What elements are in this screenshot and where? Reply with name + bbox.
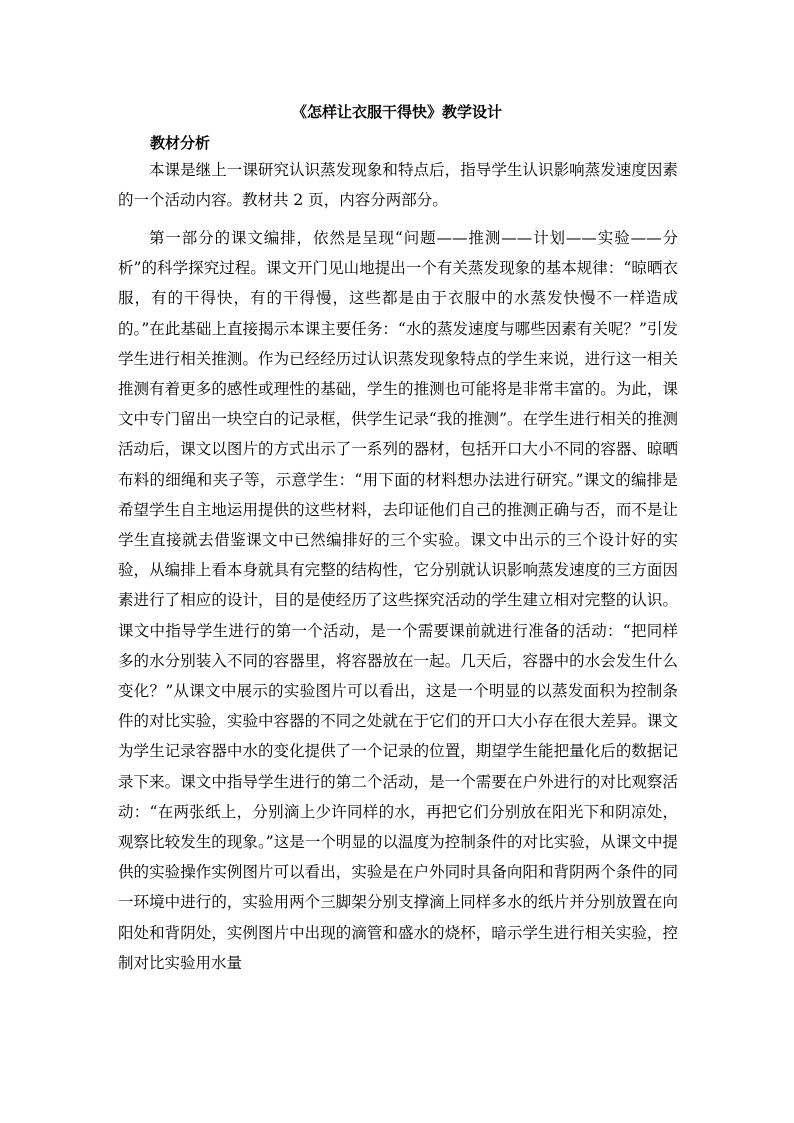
paragraph-intro: 本课是继上一课研究认识蒸发现象和特点后，指导学生认识影响蒸发速度因素的一个活动内容。教材共 2 页，内容分两部分。: [118, 161, 678, 210]
document-title: 《怎样让衣服干得快》教学设计: [291, 103, 502, 121]
paragraph-part-one: 第一部分的课文编排，依然是呈现“问题——推测——计划——实验——分析”的科学探究过程。课文开门见山地提出一个有关蒸发现象的基本规律：“晾晒衣服，有的干得快，有的干得慢，这些都是由于衣服中的水蒸发快慢不一样造成的。”在此基础上直接揭示本课主要任务：“水的蒸发速度与哪些因素有关呢？”引发学生进行相关推测。作为已经经历过认识蒸发现象特点的学生来说，进行这一相关推测有着更多的感性或理性的基础，学生的推测也可能将是非常丰富的。为此，课文中专门留出一块空白的记录框，供学生记录“我的推测”。在学生进行相关的推测活动后，课文以图片的方式出示了一系列的器材，包括开口大小不同的容器、晾晒布料的细绳和夹子等，示意学生：“用下面的材料想办法进行研究。”课文的编排是希望学生自主地运用提供的这些材料，去印证他们自己的推测正确与否，而不是让学生直接就去借鉴课文中已然编排好的三个实验。课文中出示的三个设计好的实验，从编排上看本身就具有完整的结构性，它分别就认识影响蒸发速度的三方面因素进行了相应的设计，目的是使经历了这些探究活动的学生建立相对完整的认识。课文中指导学生进行的第一个活动，是一个需要课前就进行准备的活动：“把同样多的水分别装入不同的容器里，将容器放在一起。几天后，容器中的水会发生什么变化？”从课文中展示的实验图片可以看出，这是一个明显的以蒸发面积为控制条件的对比实验，实验中容器的不同之处就在于它们的开口大小存在很大差异。课文为学生记录容器中水的变化提供了一个记录的位置，期望学生能把量化后的数据记录下来。课文中指导学生进行的第二个活动，是一个需要在户外进行的对比观察活动：“在两张纸上，分别滴上少许同样的水，再把它们分别放在阳光下和阴凉处，观察比较发生的现象。”这是一个明显的以温度为控制条件的对比实验，从课文中提供的实验操作实例图片可以看出，实验是在户外同时具备向阳和背阴两个条件的同一环境中进行的，实验用两个三脚架分别支撑滴上同样多水的纸片并分别放置在向阳处和背阴处，实例图片中出现的滴管和盛水的烧杯，暗示学生进行相关实验，控制对比实验用水量: [118, 229, 678, 972]
section-heading: 教材分析: [150, 134, 211, 152]
